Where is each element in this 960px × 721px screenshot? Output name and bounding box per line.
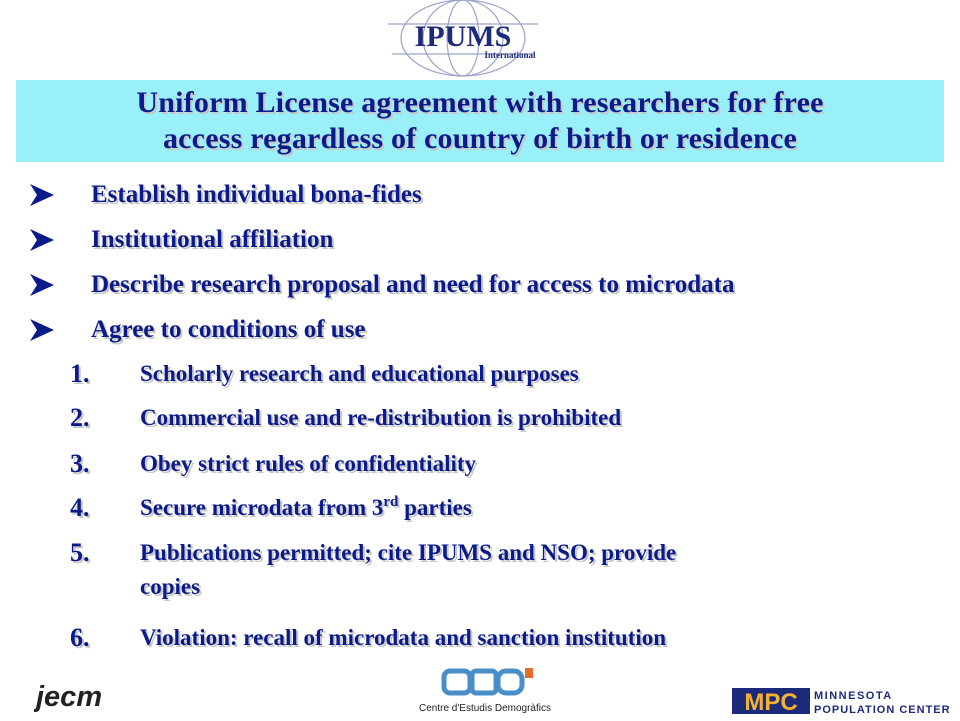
condition-number: 5.	[70, 538, 90, 567]
condition-text: Scholarly research and educational purposes	[140, 361, 579, 386]
ced-caption: Centre d'Estudis Demogràfics	[419, 703, 551, 714]
svg-text:jecm: jecm	[36, 682, 103, 713]
bullet-text: Agree to conditions of use	[91, 316, 366, 343]
bullet-text: Describe research proposal and need for access to microdata	[91, 271, 735, 298]
condition-text: Obey strict rules of confidentiality	[140, 451, 477, 476]
condition-text: Secure microdata from 3rd parties	[140, 494, 472, 520]
slide-title-line-2: access regardless of country of birth or residence	[162, 122, 798, 155]
condition-number: 3.	[70, 449, 90, 478]
ipums-logo	[378, 0, 548, 82]
mpc-logo	[732, 686, 952, 716]
ipums-logo-text: IPUMS	[414, 20, 512, 53]
slide-title	[16, 85, 944, 157]
arrow-bullet-icon	[28, 272, 58, 298]
slide-title-line-1: Uniform License agreement with researchers for free	[136, 86, 824, 119]
superscript-rd: rd	[383, 494, 399, 510]
condition-text: Violation: recall of microdata and sanction institution	[140, 625, 667, 650]
svg-text:POPULATION CENTER: POPULATION CENTER	[814, 704, 951, 716]
ced-logo	[410, 668, 560, 718]
svg-text:MPC: MPC	[744, 689, 798, 716]
condition-number: 4.	[70, 493, 90, 522]
arrow-bullet-icon	[28, 317, 58, 343]
condition-number: 1.	[70, 359, 90, 388]
arrow-bullet-icon	[28, 182, 58, 208]
jecm-logo	[34, 682, 116, 716]
condition-text: Publications permitted; cite IPUMS and NSO; provide copies	[140, 540, 677, 599]
arrow-bullet-icon	[28, 227, 58, 253]
title-band	[16, 80, 944, 162]
condition-number: 6.	[70, 623, 90, 652]
ipums-logo-subtext: International	[484, 50, 536, 60]
bullet-text: Establish individual bona-fides	[91, 181, 422, 208]
bullet-text: Institutional affiliation	[91, 226, 334, 253]
condition-text: Commercial use and re-distribution is prohibited	[140, 405, 622, 430]
condition-number: 2.	[70, 403, 90, 432]
svg-text:MINNESOTA: MINNESOTA	[814, 690, 893, 702]
